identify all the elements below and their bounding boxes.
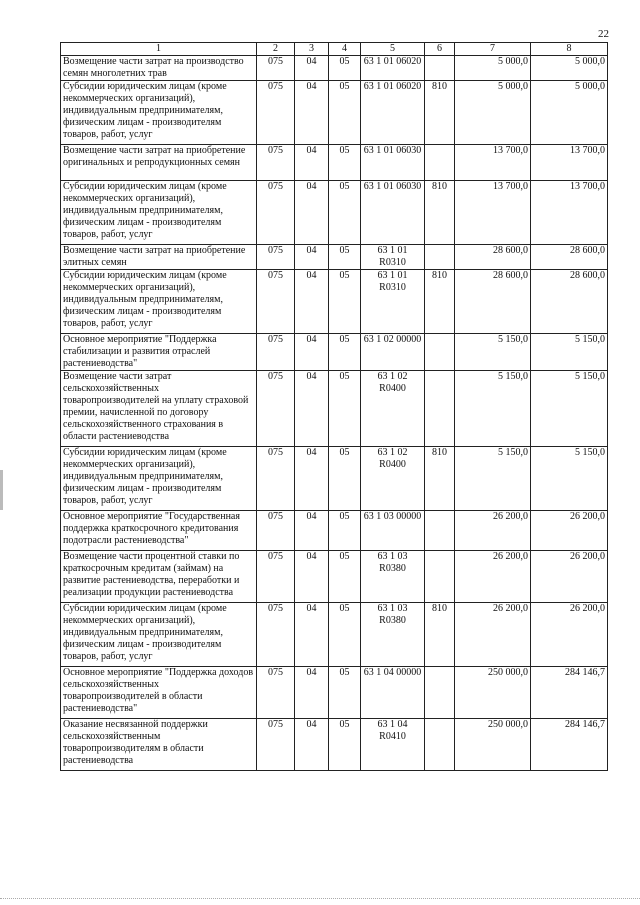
cell-section: 04 <box>295 447 329 511</box>
cell-administrator: 075 <box>257 56 295 81</box>
cell-name: Возмещение части затрат на приобретение элитных семян <box>61 245 257 270</box>
cell-amount-2: 13 700,0 <box>531 145 608 181</box>
cell-target-article: 63 1 01 R0310 <box>361 270 425 334</box>
cell-amount-2: 26 200,0 <box>531 603 608 667</box>
cell-amount-2: 28 600,0 <box>531 245 608 270</box>
column-header: 6 <box>425 43 455 56</box>
cell-expense-type: 810 <box>425 181 455 245</box>
cell-name: Возмещение части процентной ставки по краткосрочным кредитам (займам) на развитие растениеводства, переработки и реализации продукции растениеводства <box>61 551 257 603</box>
table-row <box>61 667 608 719</box>
cell-expense-type <box>425 511 455 551</box>
cell-expense-type <box>425 371 455 447</box>
scan-bottom-edge <box>0 898 640 901</box>
cell-expense-type <box>425 56 455 81</box>
table-row <box>61 181 608 245</box>
cell-section: 04 <box>295 511 329 551</box>
table-header-row <box>61 43 608 56</box>
cell-subsection: 05 <box>329 447 361 511</box>
table-row <box>61 511 608 551</box>
column-header: 7 <box>455 43 531 56</box>
cell-name: Оказание несвязанной поддержки сельскохозяйственным товаропроизводителям в области растениеводства <box>61 719 257 771</box>
cell-administrator: 075 <box>257 551 295 603</box>
cell-amount-2: 26 200,0 <box>531 551 608 603</box>
cell-section: 04 <box>295 719 329 771</box>
cell-expense-type <box>425 245 455 270</box>
cell-administrator: 075 <box>257 245 295 270</box>
cell-name: Субсидии юридическим лицам (кроме некоммерческих организаций), индивидуальным предпринимателям, физическим лицам - производителям товаров, работ, услуг <box>61 447 257 511</box>
table-row <box>61 270 608 334</box>
cell-administrator: 075 <box>257 667 295 719</box>
cell-section: 04 <box>295 81 329 145</box>
cell-amount-1: 5 150,0 <box>455 447 531 511</box>
cell-name: Возмещение части затрат на приобретение оригинальных и репродукционных семян <box>61 145 257 181</box>
column-header: 5 <box>361 43 425 56</box>
cell-administrator: 075 <box>257 181 295 245</box>
cell-administrator: 075 <box>257 511 295 551</box>
cell-subsection: 05 <box>329 270 361 334</box>
cell-subsection: 05 <box>329 181 361 245</box>
budget-table <box>60 42 608 771</box>
cell-administrator: 075 <box>257 603 295 667</box>
cell-amount-1: 28 600,0 <box>455 245 531 270</box>
column-header: 2 <box>257 43 295 56</box>
cell-expense-type: 810 <box>425 603 455 667</box>
cell-section: 04 <box>295 334 329 371</box>
cell-target-article: 63 1 01 R0310 <box>361 245 425 270</box>
cell-amount-1: 26 200,0 <box>455 603 531 667</box>
table-row <box>61 719 608 771</box>
table-row <box>61 245 608 270</box>
cell-administrator: 075 <box>257 371 295 447</box>
table-row <box>61 603 608 667</box>
cell-subsection: 05 <box>329 56 361 81</box>
cell-target-article: 63 1 01 06030 <box>361 145 425 181</box>
cell-amount-1: 5 150,0 <box>455 371 531 447</box>
cell-section: 04 <box>295 145 329 181</box>
cell-subsection: 05 <box>329 145 361 181</box>
cell-target-article: 63 1 01 06020 <box>361 56 425 81</box>
column-header: 3 <box>295 43 329 56</box>
cell-expense-type: 810 <box>425 81 455 145</box>
cell-target-article: 63 1 02 00000 <box>361 334 425 371</box>
cell-subsection: 05 <box>329 334 361 371</box>
page-number: 22 <box>598 28 609 40</box>
cell-amount-2: 26 200,0 <box>531 511 608 551</box>
table-row <box>61 145 608 181</box>
cell-expense-type <box>425 334 455 371</box>
column-header: 4 <box>329 43 361 56</box>
cell-amount-2: 284 146,7 <box>531 719 608 771</box>
cell-amount-1: 13 700,0 <box>455 181 531 245</box>
cell-target-article: 63 1 03 R0380 <box>361 551 425 603</box>
cell-amount-2: 284 146,7 <box>531 667 608 719</box>
cell-section: 04 <box>295 245 329 270</box>
cell-subsection: 05 <box>329 603 361 667</box>
cell-amount-2: 5 150,0 <box>531 447 608 511</box>
cell-amount-2: 5 150,0 <box>531 334 608 371</box>
table-row <box>61 334 608 371</box>
cell-subsection: 05 <box>329 81 361 145</box>
cell-target-article: 63 1 04 00000 <box>361 667 425 719</box>
cell-expense-type <box>425 719 455 771</box>
cell-target-article: 63 1 04 R0410 <box>361 719 425 771</box>
cell-amount-1: 250 000,0 <box>455 667 531 719</box>
cell-expense-type: 810 <box>425 270 455 334</box>
cell-target-article: 63 1 02 R0400 <box>361 447 425 511</box>
cell-section: 04 <box>295 667 329 719</box>
cell-administrator: 075 <box>257 719 295 771</box>
cell-administrator: 075 <box>257 447 295 511</box>
cell-amount-2: 5 000,0 <box>531 56 608 81</box>
cell-amount-2: 5 000,0 <box>531 81 608 145</box>
table-row <box>61 56 608 81</box>
cell-section: 04 <box>295 551 329 603</box>
cell-name: Субсидии юридическим лицам (кроме некоммерческих организаций), индивидуальным предпринимателям, физическим лицам - производителям товаров, работ, услуг <box>61 270 257 334</box>
cell-subsection: 05 <box>329 719 361 771</box>
table-row <box>61 81 608 145</box>
cell-name: Основное мероприятие "Поддержка доходов сельскохозяйственных товаропроизводителей в области растениеводства" <box>61 667 257 719</box>
cell-name: Основное мероприятие "Поддержка стабилизации и развития отраслей растениеводства" <box>61 334 257 371</box>
cell-target-article: 63 1 01 06020 <box>361 81 425 145</box>
column-header: 1 <box>61 43 257 56</box>
cell-amount-1: 26 200,0 <box>455 511 531 551</box>
cell-amount-2: 28 600,0 <box>531 270 608 334</box>
cell-section: 04 <box>295 603 329 667</box>
cell-administrator: 075 <box>257 334 295 371</box>
cell-expense-type <box>425 145 455 181</box>
cell-amount-1: 28 600,0 <box>455 270 531 334</box>
cell-target-article: 63 1 01 06030 <box>361 181 425 245</box>
cell-section: 04 <box>295 56 329 81</box>
cell-name: Субсидии юридическим лицам (кроме некоммерческих организаций), индивидуальным предпринимателям, физическим лицам - производителям товаров, работ, услуг <box>61 81 257 145</box>
cell-subsection: 05 <box>329 511 361 551</box>
cell-administrator: 075 <box>257 81 295 145</box>
cell-expense-type <box>425 551 455 603</box>
column-header: 8 <box>531 43 608 56</box>
cell-amount-2: 5 150,0 <box>531 371 608 447</box>
cell-amount-1: 13 700,0 <box>455 145 531 181</box>
cell-subsection: 05 <box>329 667 361 719</box>
cell-name: Субсидии юридическим лицам (кроме некоммерческих организаций), индивидуальным предпринимателям, физическим лицам - производителям товаров, работ, услуг <box>61 181 257 245</box>
cell-subsection: 05 <box>329 371 361 447</box>
cell-expense-type <box>425 667 455 719</box>
cell-section: 04 <box>295 181 329 245</box>
cell-amount-1: 5 000,0 <box>455 81 531 145</box>
cell-target-article: 63 1 03 R0380 <box>361 603 425 667</box>
cell-administrator: 075 <box>257 145 295 181</box>
cell-name: Возмещение части затрат на производство семян многолетних трав <box>61 56 257 81</box>
cell-target-article: 63 1 03 00000 <box>361 511 425 551</box>
cell-amount-1: 26 200,0 <box>455 551 531 603</box>
cell-target-article: 63 1 02 R0400 <box>361 371 425 447</box>
table-row <box>61 447 608 511</box>
cell-expense-type: 810 <box>425 447 455 511</box>
cell-amount-2: 13 700,0 <box>531 181 608 245</box>
cell-subsection: 05 <box>329 551 361 603</box>
cell-subsection: 05 <box>329 245 361 270</box>
table-row <box>61 371 608 447</box>
cell-section: 04 <box>295 371 329 447</box>
table-row <box>61 551 608 603</box>
cell-name: Субсидии юридическим лицам (кроме некоммерческих организаций), индивидуальным предпринимателям, физическим лицам - производителям товаров, работ, услуг <box>61 603 257 667</box>
cell-amount-1: 5 150,0 <box>455 334 531 371</box>
cell-administrator: 075 <box>257 270 295 334</box>
cell-amount-1: 5 000,0 <box>455 56 531 81</box>
cell-amount-1: 250 000,0 <box>455 719 531 771</box>
cell-section: 04 <box>295 270 329 334</box>
cell-name: Возмещение части затрат сельскохозяйственных товаропроизводителей на уплату страховой премии, начисленной по договору сельскохозяйственного страхования в области растениеводства <box>61 371 257 447</box>
scan-edge-mark <box>0 470 3 510</box>
cell-name: Основное мероприятие "Государственная поддержка краткосрочного кредитования подотрасли растениеводства" <box>61 511 257 551</box>
